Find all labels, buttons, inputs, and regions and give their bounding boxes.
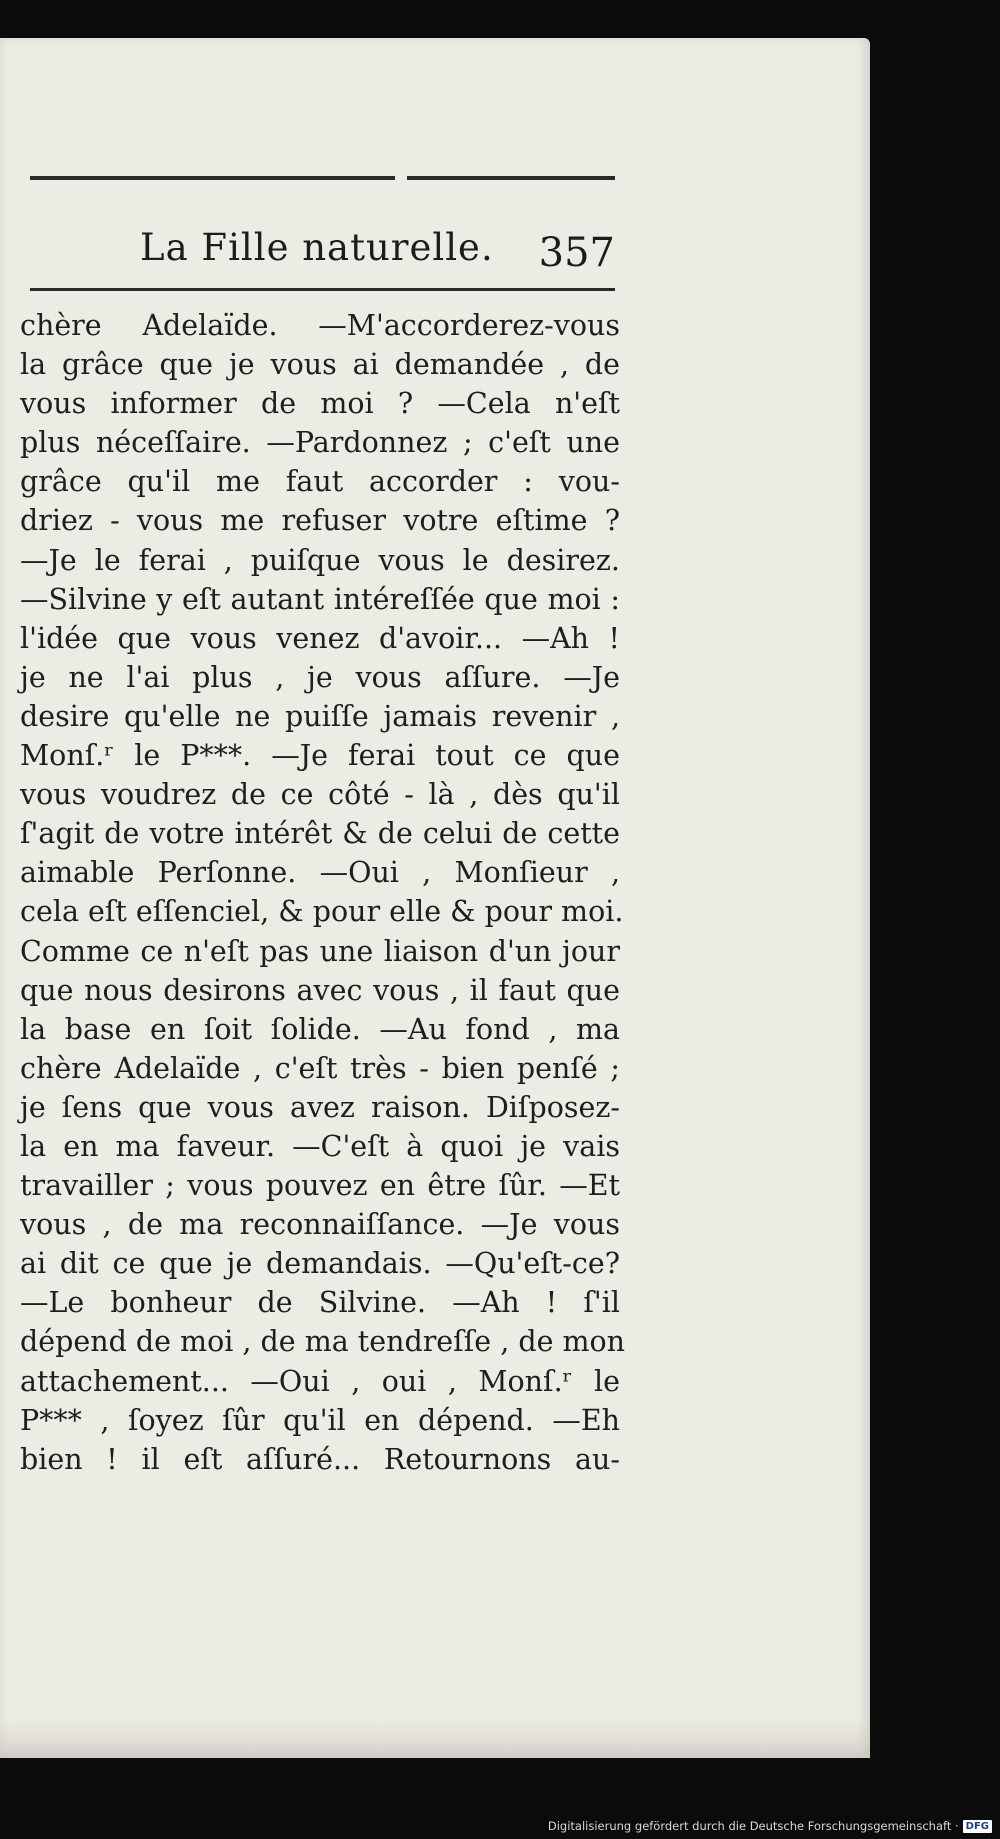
page-number: 357	[538, 230, 615, 276]
text-line: P*** , ſoyez ſûr qu'il en dépend. —Eh	[20, 1403, 620, 1437]
text-line: dépend de moi , de ma tendreſſe , de mon	[20, 1325, 626, 1359]
text-line: —Le bonheur de Silvine. —Ah ! ſ'il	[20, 1286, 620, 1320]
top-ornamental-rule	[30, 176, 615, 180]
text-line: je ne l'ai plus , je vous aſſure. —Je	[20, 660, 620, 694]
page-header	[30, 218, 615, 278]
text-line: vous , de ma reconnaiſſance. —Je vous	[20, 1208, 620, 1242]
text-line: plus néceſſaire. —Pardonnez ; c'eſt une	[20, 426, 620, 460]
text-line: ſ'agit de votre intérêt & de celui de cette	[20, 817, 620, 851]
text-line: —Je le ferai , puiſque vous le desirez.	[20, 543, 620, 577]
credit-text: Digitalisierung gefördert durch die Deutsche Forschungsgemeinschaft ·	[547, 1819, 959, 1833]
text-line: la grâce que je vous ai demandée , de	[20, 348, 620, 382]
dfg-logo: DFG	[963, 1820, 992, 1833]
text-line: chère Adelaïde. —M'accorderez-vous	[20, 309, 620, 342]
text-line: que nous desirons avec vous , il faut que	[20, 973, 620, 1007]
text-line: vous informer de moi ? —Cela n'eſt	[20, 387, 620, 421]
running-head: La Fille naturelle.	[140, 226, 494, 269]
text-line: je ſens que vous avez raison. Diſposez-	[20, 1090, 620, 1124]
text-line: ai dit ce que je demandais. —Qu'eſt-ce?	[20, 1247, 620, 1281]
text-line: Comme ce n'eſt pas une liaison d'un jour	[20, 934, 620, 968]
text-line: Monſ.ʳ le P***. —Je ferai tout ce que	[20, 739, 620, 773]
header-rule	[30, 288, 615, 291]
digitization-credit	[548, 1819, 992, 1833]
text-line: cela eſt eſſenciel, & pour elle & pour moi.	[20, 895, 624, 929]
text-line: vous voudrez de ce côté - là , dès qu'il	[20, 778, 620, 812]
text-line: driez - vous me refuser votre eſtime ?	[20, 504, 620, 538]
text-line: travailler ; vous pouvez en être ſûr. —Et	[20, 1169, 620, 1203]
text-line: la en ma faveur. —C'eſt à quoi je vais	[20, 1129, 620, 1163]
text-line: l'idée que vous venez d'avoir... —Ah !	[20, 621, 620, 655]
text-line: bien ! il eſt aſſuré... Retournons au-	[20, 1442, 620, 1476]
text-line: aimable Perſonne. —Oui , Monſieur ,	[20, 856, 620, 890]
book-page	[0, 38, 870, 1758]
text-line: attachement... —Oui , oui , Monſ.ʳ le	[20, 1364, 620, 1398]
text-line: —Silvine y eſt autant intéreſſée que moi :	[20, 582, 620, 616]
text-line: la base en ſoit ſolide. —Au fond , ma	[20, 1012, 620, 1046]
text-line: chère Adelaïde , c'eſt très - bien penſé ;	[20, 1051, 620, 1085]
text-line: grâce qu'il me faut accorder : vou-	[20, 465, 620, 499]
text-line: desire qu'elle ne puiſſe jamais revenir ,	[20, 699, 620, 733]
top-rule-gap	[395, 172, 407, 182]
body-text	[20, 306, 626, 1479]
